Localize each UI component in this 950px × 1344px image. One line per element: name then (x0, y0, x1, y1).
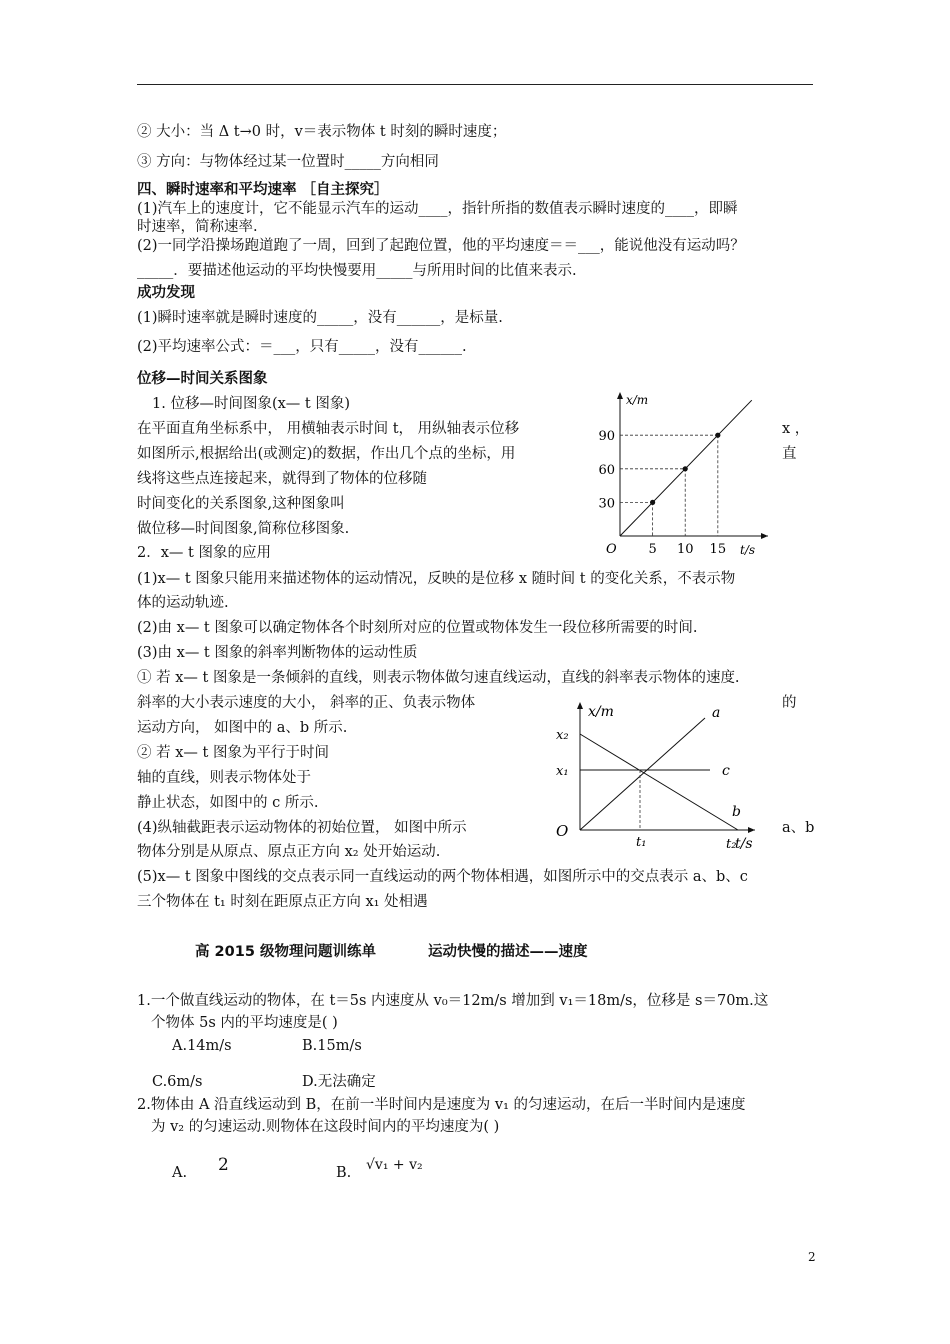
y-axis-label: x/m (588, 704, 614, 720)
x-tick-label: 15 (709, 542, 727, 557)
series-label-b: b (732, 804, 741, 820)
series-line-a (580, 718, 705, 830)
text-line: 物体分别是从原点、原点正方向 x₂ 处开始运动. (137, 844, 441, 860)
text-line: 1. 位移—时间图象(x— t 图象) (152, 396, 350, 412)
text-line: 线将这些点连接起来，就得到了物体的位移随 (137, 471, 427, 487)
worksheet-subtitle: 运动快慢的描述——速度 (428, 944, 588, 960)
question-text: 2.物体由 A 沿直线运动到 B，在前一半时间内是速度为 v₁ 的匀速运动，在后一半时间内是速度 (137, 1097, 746, 1113)
series-label-a: a (712, 705, 721, 721)
option-b: B. (336, 1165, 352, 1181)
text-line: 在平面直角坐标系中， 用横轴表示时间 t， 用纵轴表示位移 (137, 421, 520, 437)
text-line: a、b (782, 820, 815, 836)
header-rule (137, 84, 813, 85)
x-axis-label: t/s (735, 836, 753, 852)
x-tick-label: t₂ (726, 837, 737, 852)
text-line: ① 若 x— t 图象是一条倾斜的直线，则表示物体做匀速直线运动，直线的斜率表示物体的速度. (137, 670, 740, 686)
y-axis-label: x/m (626, 393, 649, 407)
text-line: 静止状态，如图中的 c 所示. (137, 795, 319, 811)
y-tick-label: 30 (598, 496, 615, 512)
page-number: 2 (808, 1250, 816, 1264)
x-axis-arrow (761, 533, 768, 539)
text-line: _____．要描述他运动的平均快慢要用_____与所用时间的比值来表示. (137, 263, 577, 279)
x-tick-label: t₁ (636, 835, 647, 850)
section-heading: 位移—时间关系图象 (137, 371, 268, 387)
text-line: ② 若 x— t 图象为平行于时间 (137, 745, 329, 761)
option-a-formula: 2 (218, 1155, 229, 1175)
text-line: 轴的直线，则表示物体处于 (137, 770, 311, 786)
text-line: ② 大小：当 Δ t→0 时，v＝表示物体 t 时刻的瞬时速度； (137, 124, 507, 140)
text-line: (3)由 x— t 图象的斜率判断物体的运动性质 (137, 645, 418, 661)
text-line: 三个物体在 t₁ 时刻在距原点正方向 x₁ 处相遇 (137, 894, 428, 910)
text-line: 如图所示,根据给出(或测定)的数据，作出几个点的坐标，用 (137, 446, 516, 462)
text-line: (2)平均速率公式：＝___，只有_____，没有______. (137, 339, 467, 355)
data-point (683, 466, 688, 471)
xt-graph-abc-chart (550, 698, 780, 860)
origin-label: O (606, 542, 617, 557)
text-line: (1)x— t 图象只能用来描述物体的运动情况，反映的是位移 x 随时间 t 的变化关系，不表示物 (137, 571, 736, 587)
option-b: B.15m/s (302, 1038, 362, 1054)
x-axis-arrow (748, 827, 755, 833)
option-b-formula: √v₁ + v₂ (366, 1157, 423, 1173)
text-line: (5)x— t 图象中图线的交点表示同一直线运动的两个物体相遇，如图所示中的交点表示 a、b、c (137, 869, 748, 885)
text-line: 直 (782, 446, 797, 462)
section-heading: 四、瞬时速率和平均速率 ［自主探究］ (137, 182, 389, 198)
x-tick-label: 5 (648, 542, 657, 557)
xt-graph-chart (590, 388, 770, 564)
y-axis-arrow (577, 702, 583, 709)
text-line: x ， (782, 421, 810, 437)
text-line: (2)由 x— t 图象可以确定物体各个时刻所对应的位置或物体发生一段位移所需要的时间. (137, 620, 698, 636)
option-c: C.6m/s (152, 1074, 203, 1090)
text-line: (1)汽车上的速度计，它不能显示汽车的运动____，指针所指的数值表示瞬时速度的____，即瞬 (137, 201, 738, 217)
text-line: 做位移—时间图象,简称位移图象. (137, 521, 350, 537)
question-text: 个物体 5s 内的平均速度是( ) (151, 1015, 338, 1031)
text-line: (2)一同学沿操场跑道跑了一周，回到了起跑位置，他的平均速度＝＝___，能说他没有运动吗？ (137, 238, 745, 254)
section-heading: 成功发现 (137, 285, 195, 301)
text-line: 时速率，简称速率. (137, 219, 258, 235)
text-line: 体的运动轨迹. (137, 595, 229, 611)
x-tick-label: 10 (676, 542, 694, 557)
data-point (715, 433, 720, 438)
text-line: 斜率的大小表示速度的大小， 斜率的正、负表示物体 (137, 695, 476, 711)
y-tick-label: x₁ (556, 764, 569, 779)
text-line: ③ 方向：与物体经过某一位置时_____方向相同 (137, 154, 439, 170)
y-tick-label: 90 (598, 429, 615, 445)
worksheet-title: 高 2015 级物理问题训练单 (195, 944, 376, 960)
option-d: D.无法确定 (302, 1074, 376, 1090)
option-a: A.14m/s (172, 1038, 232, 1054)
text-line: 时间变化的关系图象,这种图象叫 (137, 496, 345, 512)
series-line-b (580, 734, 738, 830)
text-line: (4)纵轴截距表示运动物体的初始位置， 如图中所示 (137, 820, 467, 836)
y-axis-arrow (617, 392, 623, 399)
question-text: 1.一个做直线运动的物体，在 t＝5s 内速度从 v₀＝12m/s 增加到 v₁＝18m/s，位移是 s＝70m.这 (137, 993, 769, 1009)
data-point (650, 500, 655, 505)
text-line: 的 (782, 695, 797, 711)
text-line: (1)瞬时速率就是瞬时速度的_____，没有______，是标量. (137, 310, 503, 326)
y-tick-label: 60 (598, 462, 615, 478)
option-a: A. (172, 1165, 188, 1181)
text-line: 2．x— t 图象的应用 (137, 545, 271, 561)
x-axis-label: t/s (740, 543, 756, 557)
y-tick-label: x₂ (556, 728, 569, 743)
origin-label: O (556, 822, 569, 840)
text-line: 运动方向， 如图中的 a、b 所示. (137, 720, 348, 736)
series-label-c: c (722, 763, 730, 779)
question-text: 为 v₂ 的匀速运动.则物体在这段时间内的平均速度为( ) (151, 1119, 500, 1135)
